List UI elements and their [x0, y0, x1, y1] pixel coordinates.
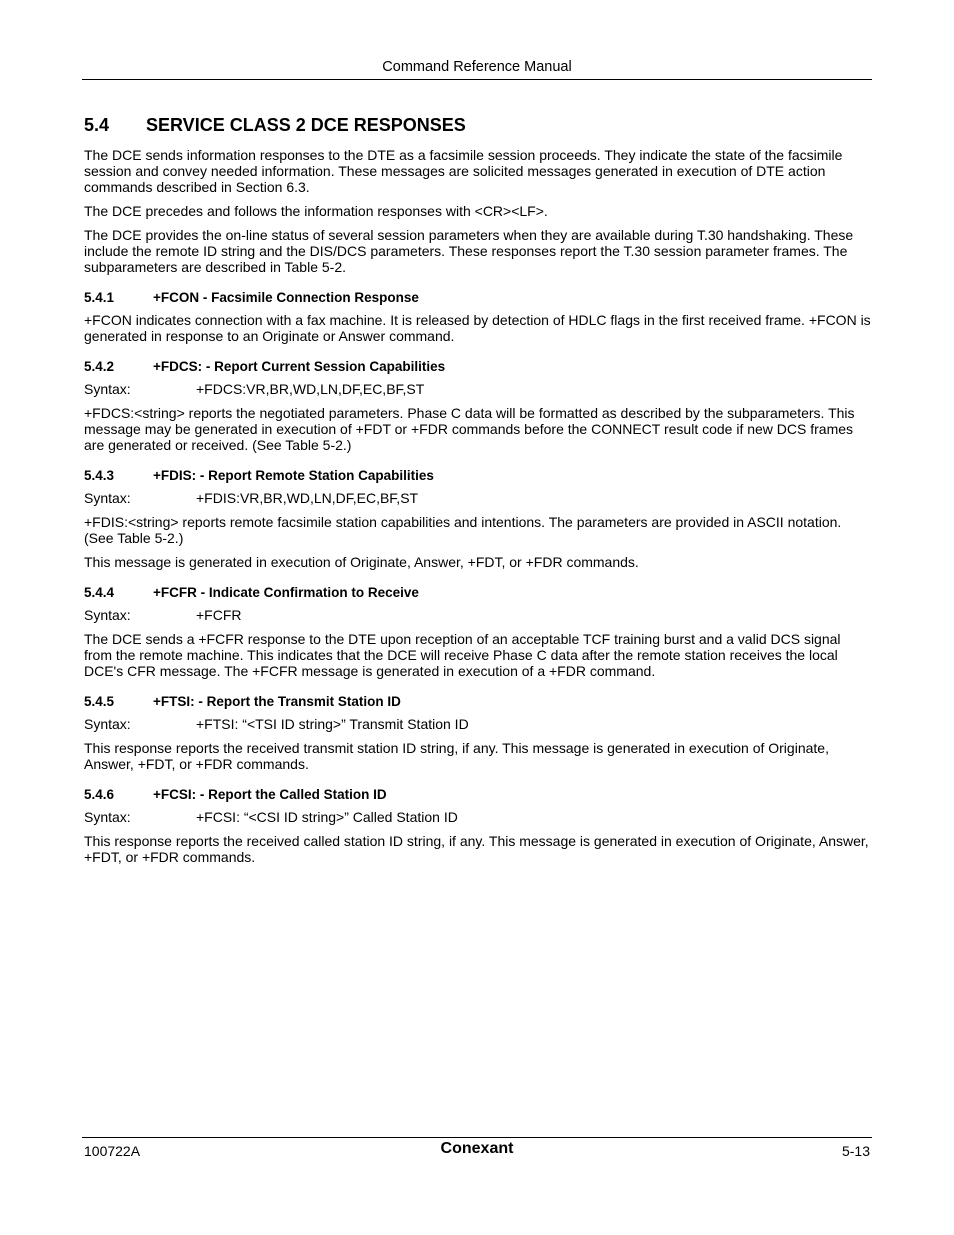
syntax-line	[84, 607, 872, 623]
subsection-paragraph: This message is generated in execution of Originate, Answer, +FDT, or +FDR commands.	[84, 554, 639, 570]
subsection-paragraph: +FDIS:<string> reports remote facsimile station capabilities and intentions. The parameters are provided in ASCII notation. (See Table 5-2.)	[84, 514, 842, 546]
header-divider	[82, 79, 872, 80]
subsection-heading	[84, 694, 872, 709]
section-paragraph: The DCE precedes and follows the information responses with <CR><LF>.	[84, 203, 548, 219]
page-content	[84, 115, 872, 873]
section-heading	[84, 115, 872, 136]
subsection-title: +FDIS: - Report Remote Station Capabilities	[153, 468, 434, 483]
subsection-heading	[84, 468, 872, 483]
subsection-paragraph: +FCON indicates connection with a fax machine. It is released by detection of HDLC flags in the first received frame. +FCON is generated in response to an Originate or Answer command.	[84, 312, 871, 344]
subsection-title: +FCFR - Indicate Confirmation to Receive	[153, 585, 419, 600]
subsection-title: +FCON - Facsimile Connection Response	[153, 290, 419, 305]
syntax-label: Syntax:	[84, 716, 131, 732]
syntax-line	[84, 490, 872, 506]
syntax-label: Syntax:	[84, 809, 131, 825]
subsection-title: +FDCS: - Report Current Session Capabilities	[153, 359, 446, 374]
subsection-paragraph: This response reports the received transmit station ID string, if any. This message is generated in execution of Originate, Answer, +FDT, or +FDR commands.	[84, 740, 829, 772]
subsection-paragraph: This response reports the received called station ID string, if any. This message is generated in execution of Originate, Answer, +FDT, or +FDR commands.	[84, 833, 869, 865]
subsection-number: 5.4.3	[84, 468, 115, 483]
section-number: 5.4	[84, 115, 110, 135]
running-header: Command Reference Manual	[382, 59, 572, 75]
subsection-title: +FCSI: - Report the Called Station ID	[153, 787, 387, 802]
syntax-label: Syntax:	[84, 490, 131, 506]
subsection-heading	[84, 290, 872, 305]
subsection-number: 5.4.6	[84, 787, 115, 802]
syntax-line	[84, 809, 872, 825]
subsection-number: 5.4.5	[84, 694, 115, 709]
subsection-heading	[84, 787, 872, 802]
syntax-line	[84, 381, 872, 397]
syntax-value: +FCFR	[196, 607, 242, 623]
subsection-paragraph: The DCE sends a +FCFR response to the DTE upon reception of an acceptable TCF training burst and a valid DCS signal from the remote machine. This indicates that the DCE will receive Phase C data after the remote station receives the local DCE's CFR message. The +FCFR message is generated in execution of a +FDR command.	[84, 631, 841, 679]
syntax-value: +FCSI: “<CSI ID string>” Called Station ID	[196, 809, 458, 825]
syntax-line	[84, 716, 872, 732]
subsection-paragraph: +FDCS:<string> reports the negotiated parameters. Phase C data will be formatted as described by the subparameters. This message may be generated in execution of +FDT or +FDR commands before the CONNECT result code if new DCS frames are generated or received. (See Table 5-2.)	[84, 405, 855, 453]
subsection-number: 5.4.4	[84, 585, 115, 600]
document-number: 100722A	[84, 1143, 141, 1159]
syntax-value: +FDIS:VR,BR,WD,LN,DF,EC,BF,ST	[196, 490, 419, 506]
syntax-label: Syntax:	[84, 607, 131, 623]
section-title: SERVICE CLASS 2 DCE RESPONSES	[146, 115, 466, 135]
section-paragraph: The DCE provides the on-line status of several session parameters when they are available during T.30 handshaking. These include the remote ID string and the DIS/DCS parameters. These responses report the T.30 session parameter frames. The subparameters are described in Table 5-2.	[84, 227, 854, 275]
syntax-label: Syntax:	[84, 381, 131, 397]
section-paragraph: The DCE sends information responses to the DTE as a facsimile session proceeds. They indicate the state of the facsimile session and convey needed information. These messages are solicited messages generated in execution of DTE action commands described in Section 6.3.	[84, 147, 843, 195]
syntax-value: +FTSI: “<TSI ID string>” Transmit Station ID	[196, 716, 469, 732]
subsection-heading	[84, 359, 872, 374]
page-number: 5-13	[841, 1143, 870, 1159]
company-name: Conexant	[440, 1140, 514, 1157]
subsection-number: 5.4.2	[84, 359, 115, 374]
subsection-number: 5.4.1	[84, 290, 115, 305]
subsection-title: +FTSI: - Report the Transmit Station ID	[153, 694, 401, 709]
syntax-value: +FDCS:VR,BR,WD,LN,DF,EC,BF,ST	[196, 381, 425, 397]
footer-divider	[82, 1137, 872, 1138]
subsection-heading	[84, 585, 872, 600]
